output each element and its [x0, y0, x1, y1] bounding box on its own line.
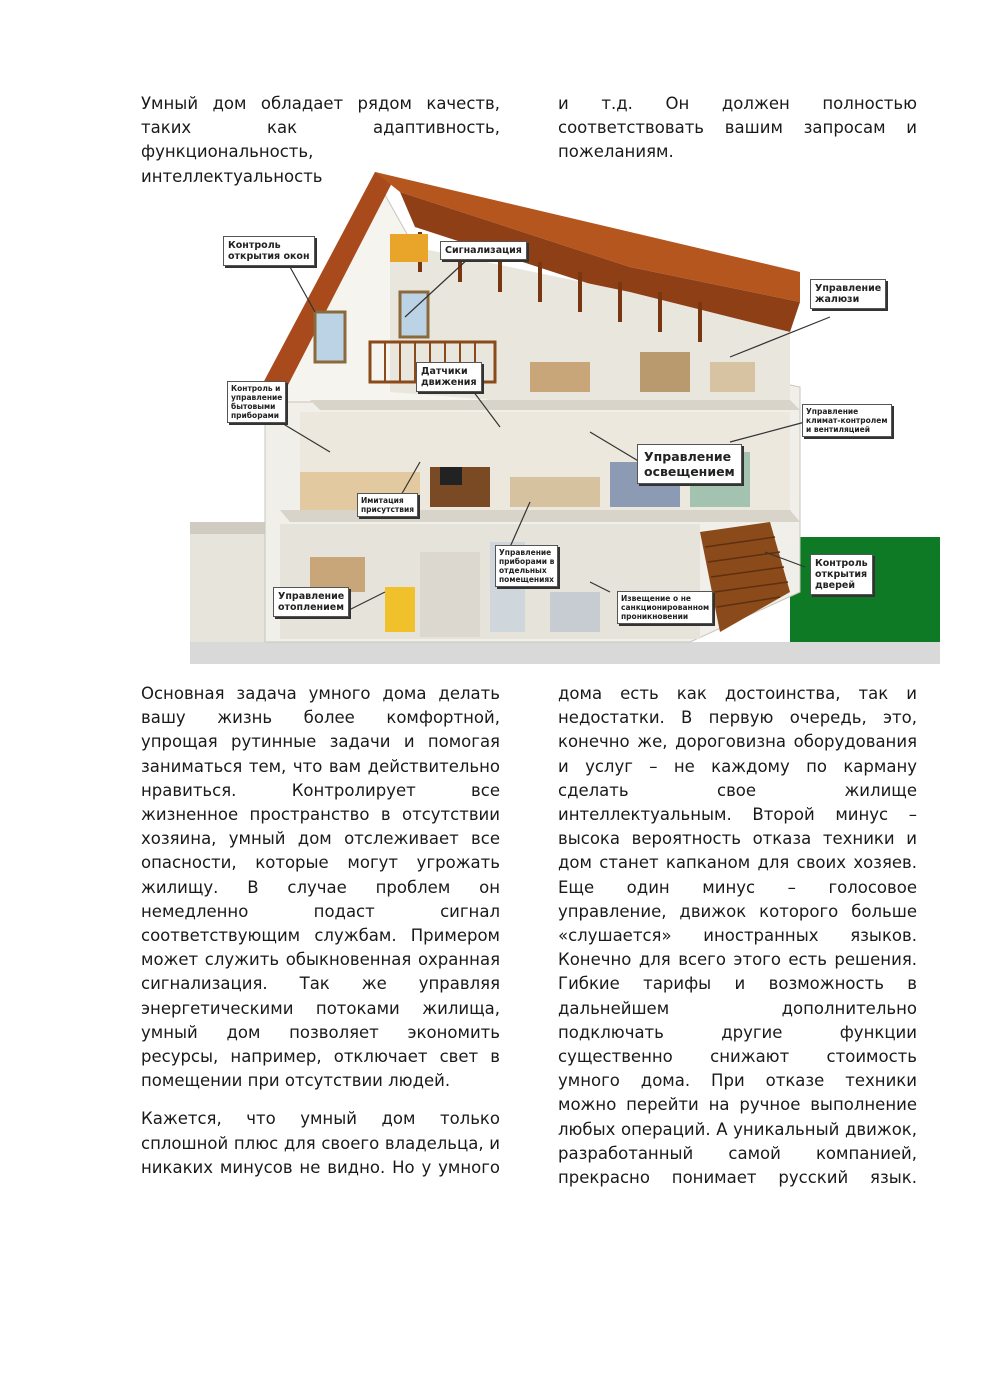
callout-motion-sensors: Датчики движения [416, 362, 482, 392]
body-paragraph-3: дома есть как достоинства, так и недостатки. В первую очередь, это, конечно же, дороговизна оборудования и услуг – не каждому по карману сделать свое жилище интеллектуальным. Второй минус – высока вероятность отказа техники и дом станет капканом для своих хозяев. Еще один минус – голосовое управление, движок которого больше «слушается» иностранных языков. Конечно для всего этого есть решения. Гибкие тарифы и возможность в дальнейшем дополнительно подключать другие функции существенно снижают стоимость умного дома. При отказе техники можно перейти на ручное выполнение любых операций. А уникальный движок, разработанный самой компанией, прекрасно понимает русский язык. [558, 684, 917, 1188]
callout-intrusion: Извещение о не санкционированном проникновении [617, 591, 713, 624]
callout-door-control: Контроль открытия дверей [810, 554, 873, 595]
callout-blinds: Управление жалюзи [810, 279, 886, 309]
callout-presence: Имитация присутствия [357, 493, 418, 517]
body-paragraph-2: Кажется, что умный дом только сплошной плюс для своего владельца, и никаких минусов не видно. Но у умного [141, 1109, 500, 1177]
callout-window-control: Контроль открытия окон [223, 236, 315, 266]
callout-room-devices: Управление приборами в отдельных помещениях [495, 545, 558, 587]
callout-lighting: Управление освещением [637, 444, 742, 484]
intro-text-right [558, 92, 917, 179]
callout-alarm: Сигнализация [440, 241, 527, 260]
body-text-left [141, 682, 500, 1194]
callout-climate: Управление климат-контролем и вентиляцией [802, 404, 892, 437]
intro-paragraph-left: Умный дом обладает рядом качеств, таких как адаптивность, функциональность, интеллектуальность [141, 94, 500, 186]
callout-appliances: Контроль и управление бытовыми приборами [227, 381, 286, 423]
body-paragraph-1: Основная задача умного дома делать вашу жизнь более комфортной, упрощая рутинные задачи и помогая заниматься тем, что вам действительно нравиться. Контролирует все жизненное пространство в отсутствии хозяина, умный дом отслеживает все опасности, которые могут угрожать жилищу. В случае проблем он немедленно подаст сигнал соответствующим службам. Примером может служить обыкновенная охранная сигнализация. Так же управляя энергетическими потоками жилища, умный дом позволяет экономить ресурсы, например, отключает свет в помещении при отсутствии людей. [141, 684, 500, 1091]
intro-paragraph-right: и т.д. Он должен полностью соответствовать вашим запросам и пожеланиям. [558, 94, 917, 162]
smart-home-illustration [190, 172, 940, 664]
body-text-right [558, 682, 917, 1204]
callout-heating: Управление отоплением [273, 587, 349, 617]
